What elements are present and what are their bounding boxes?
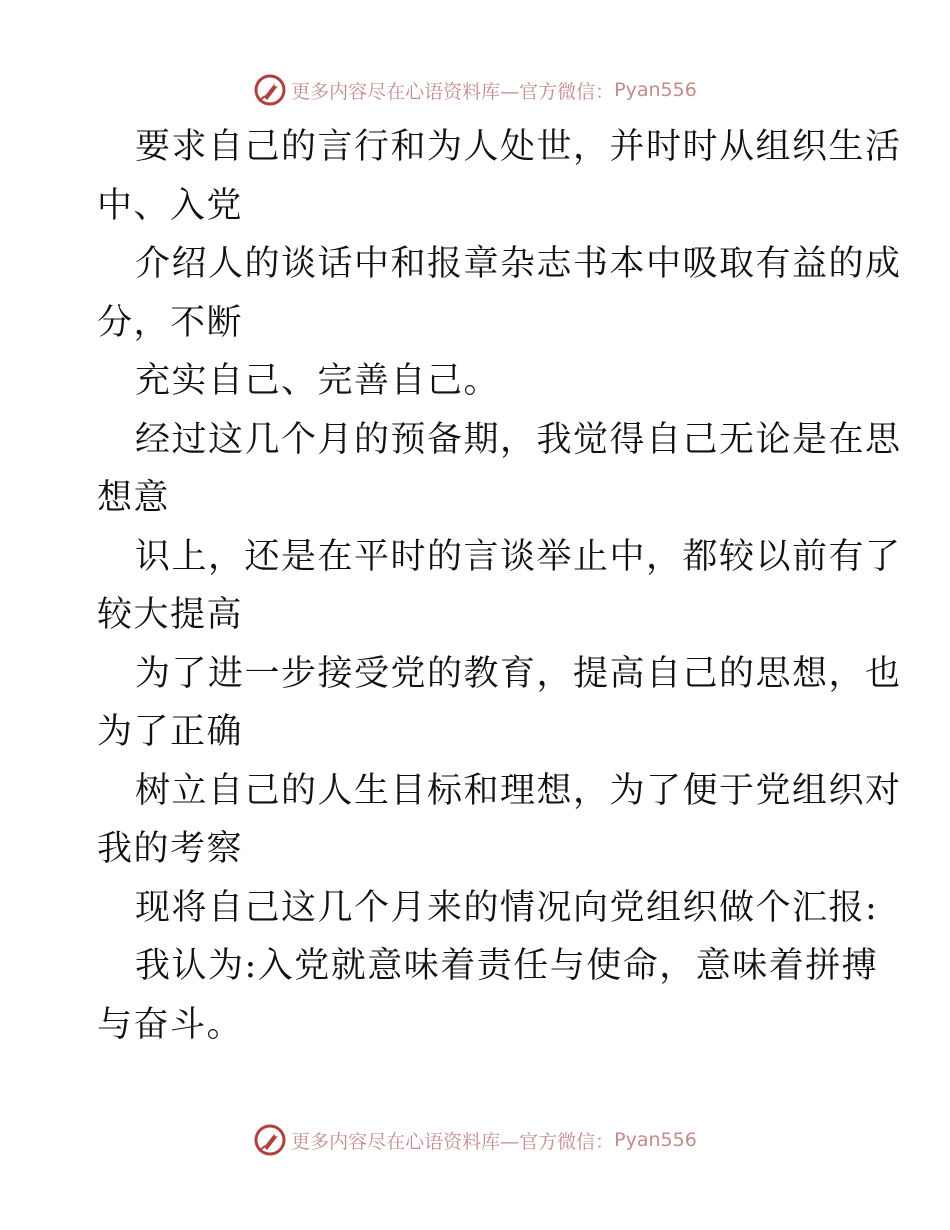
document-body (97, 118, 902, 1054)
body-line: 中、入党 (97, 185, 244, 226)
body-line: 要求自己的言行和为人处世，并时时从组织生活 (135, 127, 902, 167)
body-line: 我认为:入党就意味着责任与使命，意味着拼搏 (135, 946, 879, 986)
footer-banner-text: 更多内容尽在心语资料库—官方微信： (291, 1130, 615, 1153)
body-line: 识上，还是在平时的言谈举止中，都较以前有了 (135, 536, 902, 577)
body-line: 介绍人的谈话中和报章杂志书本中吸取有益的成 (135, 244, 902, 284)
header-banner-text: 更多内容尽在心语资料库—官方微信： (291, 80, 615, 103)
body-line: 树立自己的人生目标和理想，为了便于党组织对 (135, 770, 902, 811)
body-line: 与奋斗。 (97, 1004, 244, 1045)
body-line: 现将自己这几个月来的情况向党组织做个汇报: (135, 887, 879, 928)
body-line: 想意 (97, 478, 171, 518)
body-line: 为了进一步接受党的教育，提高自己的思想，也 (135, 653, 902, 694)
header-banner (0, 70, 950, 110)
body-line: 为了正确 (97, 712, 244, 752)
body-line: 充实自己、完善自己。 (135, 361, 501, 401)
body-line: 分，不断 (97, 302, 244, 343)
pen-nib-logo-icon (253, 73, 287, 107)
body-line: 经过这几个月的预备期，我觉得自己无论是在思 (135, 419, 902, 460)
body-line: 较大提高 (97, 595, 244, 635)
pen-nib-logo-icon (253, 1123, 287, 1157)
footer-wechat-id: Pyan556 (614, 1129, 697, 1151)
footer-banner (0, 1120, 950, 1160)
header-wechat-id: Pyan556 (614, 79, 697, 101)
body-line: 我的考察 (97, 829, 244, 869)
